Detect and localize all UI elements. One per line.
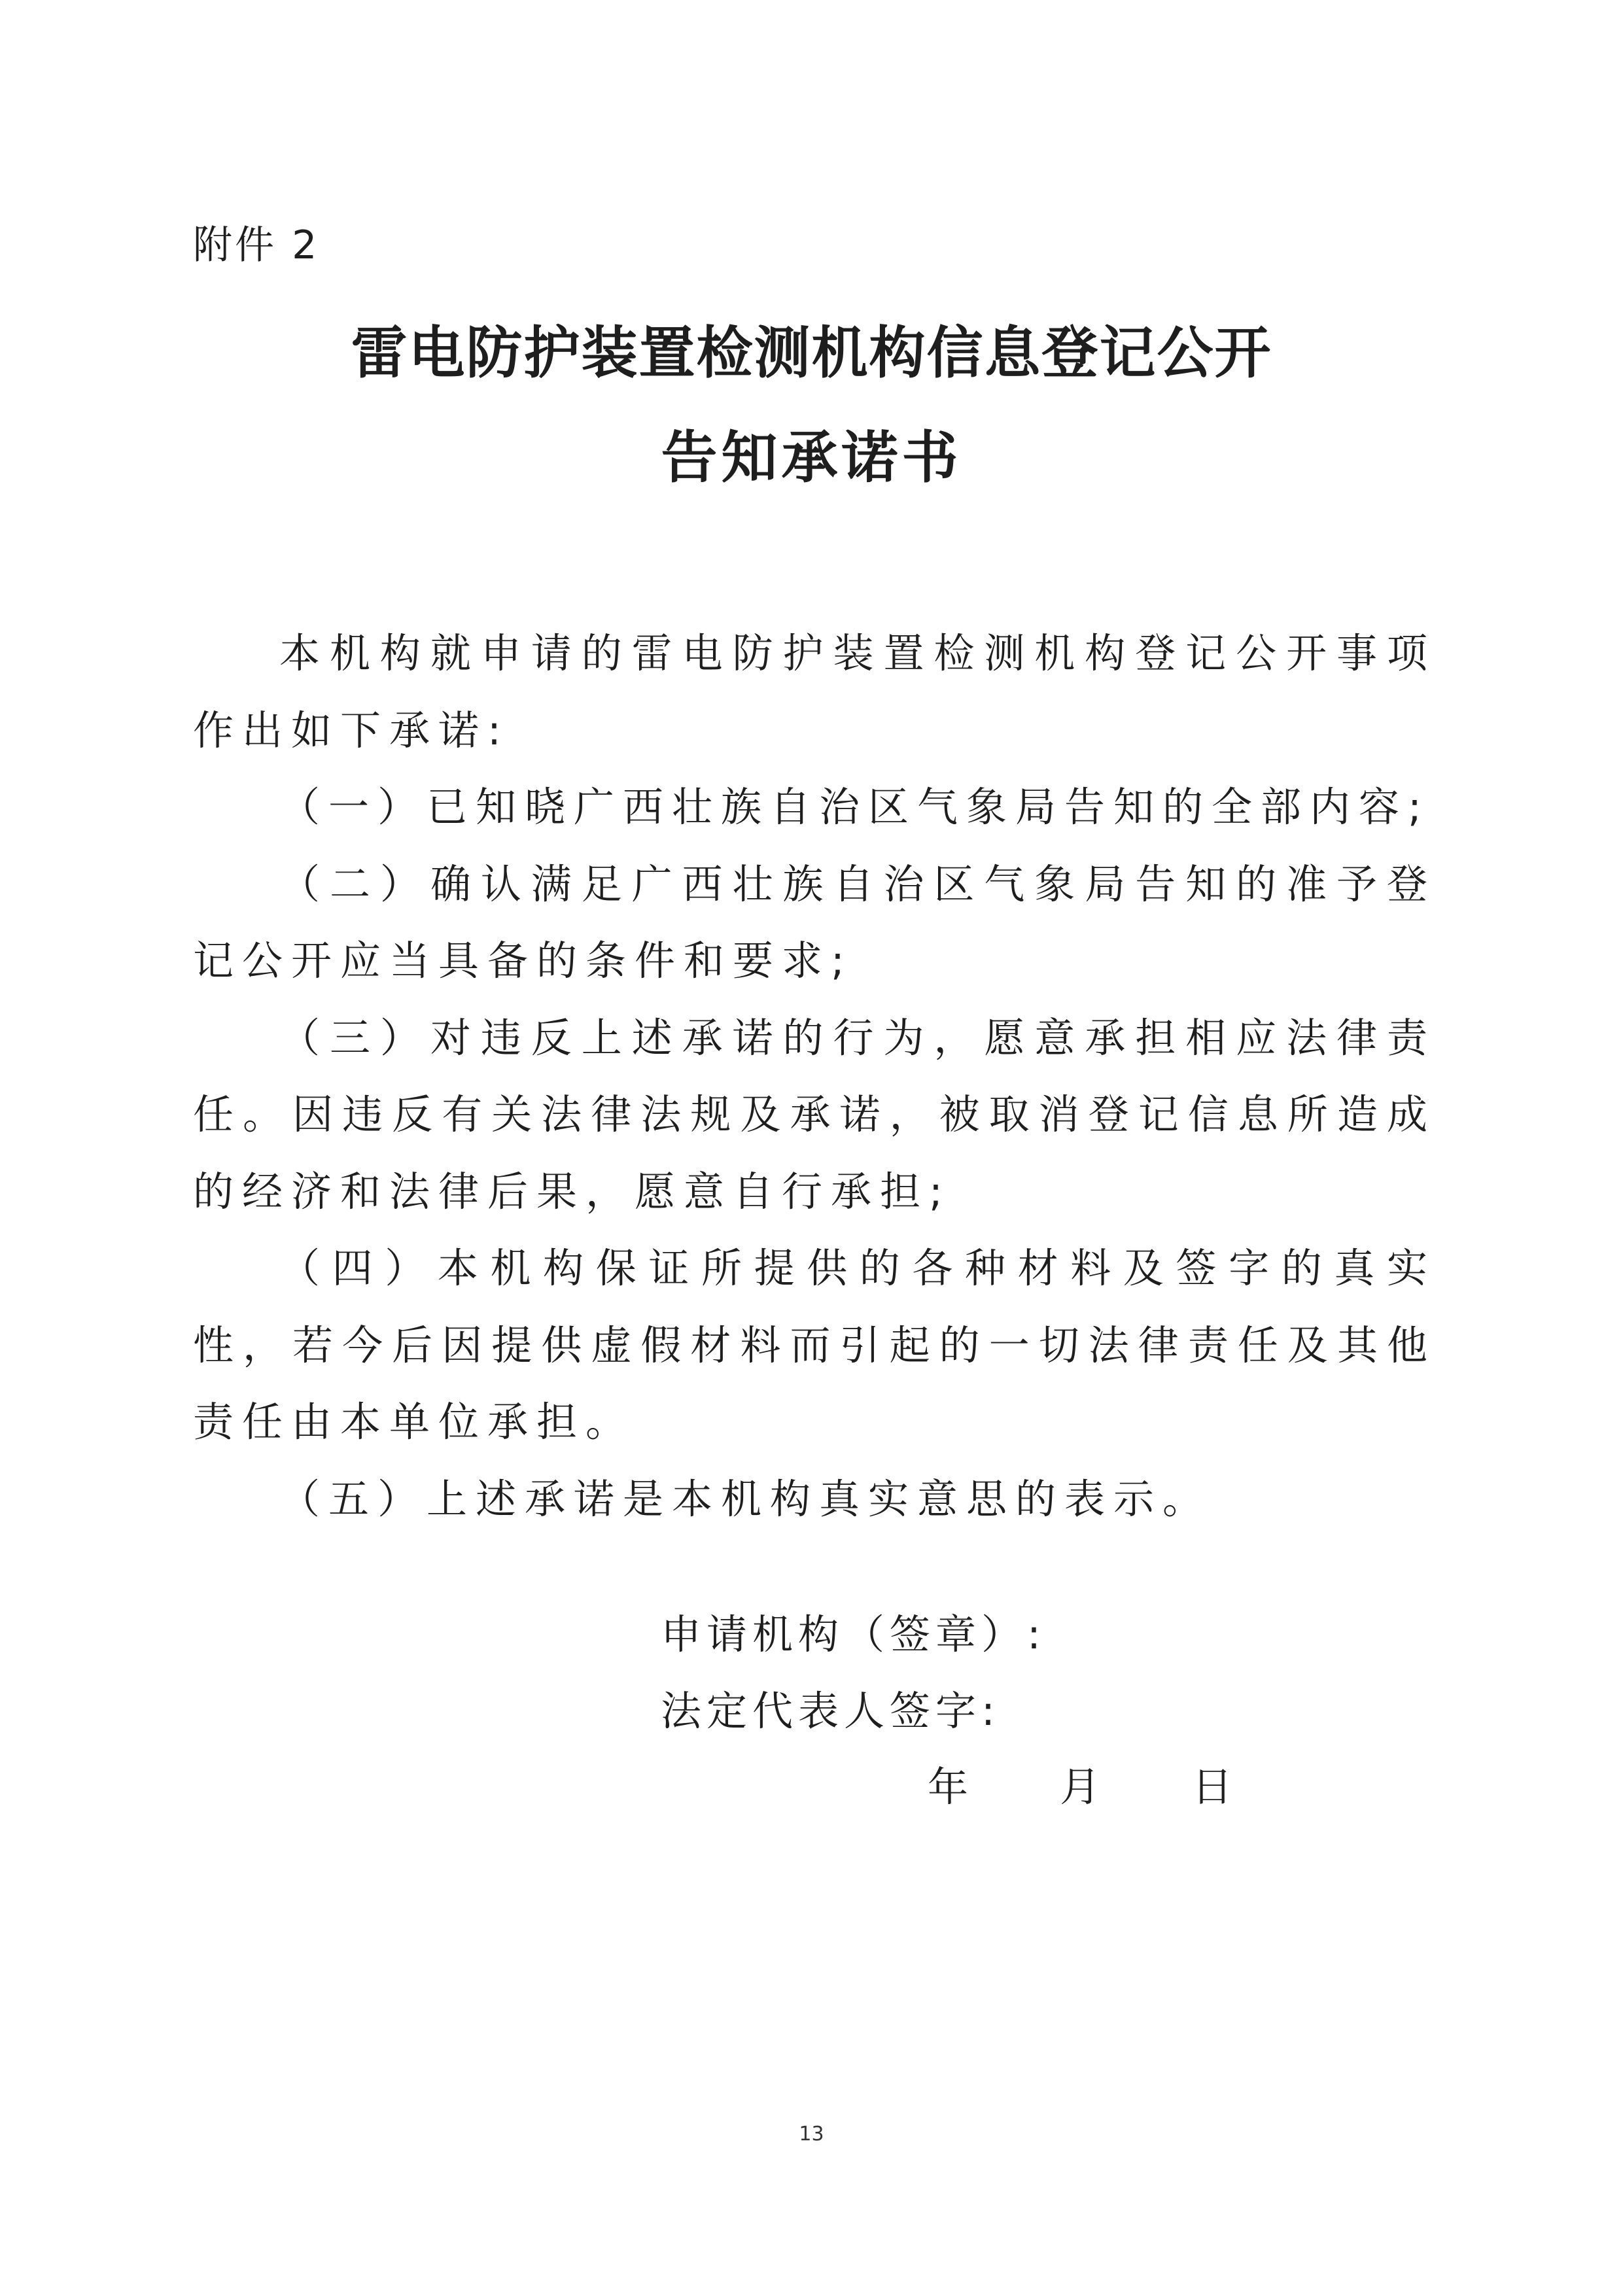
commitment-item-4: （四）本机构保证所提供的各种材料及签字的真实性，若今后因提供虚假材料而引起的一切法律责任及其他责任由本单位承担。 [193, 1244, 1436, 1446]
commitment-item-3: （三）对违反上述承诺的行为，愿意承担相应法律责任。因违反有关法律法规及承诺，被取消登记信息所造成的经济和法律后果，愿意自行承担; [193, 1013, 1436, 1215]
day-label: 日 [1192, 1763, 1233, 1811]
document-title-line-2: 告知承诺书 [661, 425, 962, 491]
legal-representative-label: 法定代表人签字: [661, 1687, 1000, 1735]
commitment-item-2: （二）确认满足广西壮族自治区气象局告知的准予登记公开应当具备的条件和要求; [193, 860, 1436, 984]
commitment-item-5: （五）上述承诺是本机构真实意思的表示。 [279, 1474, 1212, 1523]
institution-seal-label: 申请机构（签章）: [661, 1610, 1046, 1658]
date-line [928, 1748, 1232, 1825]
signature-block [661, 1596, 1046, 1749]
page-number: 13 [799, 2123, 824, 2146]
attachment-label: 附件 2 [193, 222, 320, 268]
commitment-item-1: （一）已知晓广西壮族自治区气象局告知的全部内容; [279, 783, 1430, 831]
document-title-line-1: 雷电防护装置检测机构信息登记公开 [351, 321, 1272, 386]
intro-paragraph: 本机构就申请的雷电防护装置检测机构登记公开事项作出如下承诺: [193, 629, 1436, 754]
commitment-body [193, 615, 1436, 1537]
month-label: 月 [1060, 1763, 1101, 1811]
year-label: 年 [928, 1763, 969, 1811]
